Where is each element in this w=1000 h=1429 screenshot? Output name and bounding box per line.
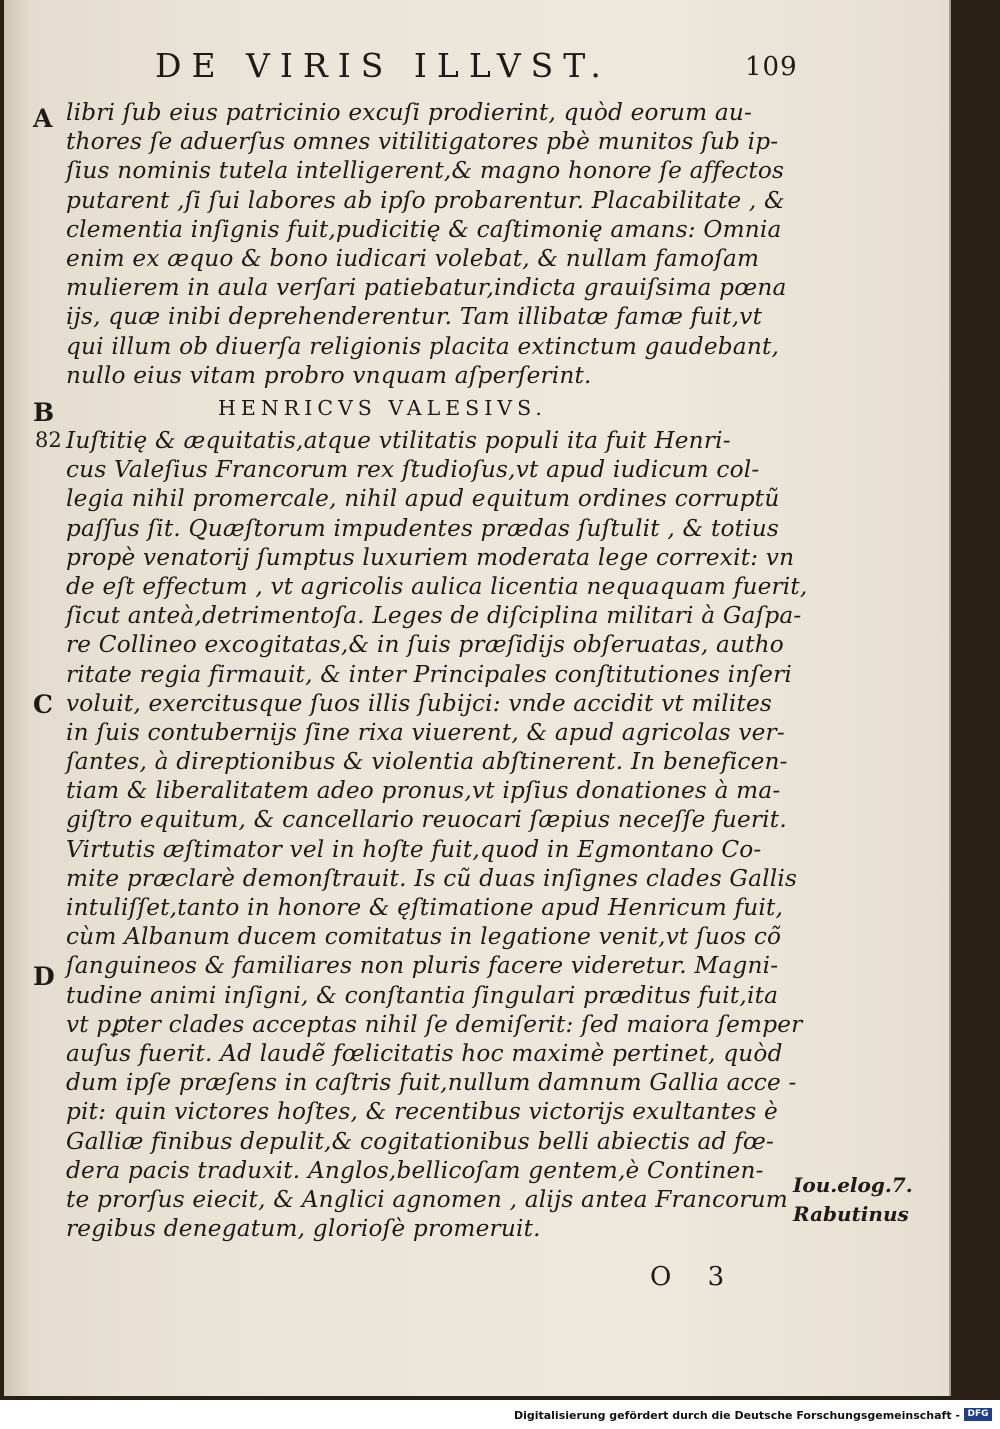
margin-letter-c: C: [33, 690, 53, 719]
text-line: qui illum ob diuerſa religionis placita extinctum gaudebant,: [66, 332, 780, 360]
signature-mark: O 3: [650, 1262, 739, 1292]
text-line: cus Valeſius Francorum rex ſtudioſus,vt apud iudicum col-: [66, 456, 760, 484]
text-line: Virtutis æſtimator vel in hoſte fuit,quod in Egmontano Co-: [66, 835, 762, 863]
text-line: ſicut anteà,detrimentoſa. Leges de diſciplina militari à Gaſpa-: [66, 602, 802, 630]
text-line: mulierem in aula verſari patiebatur,indicta grauiſsima pœna: [66, 274, 787, 302]
text-line: ſanguineos & familiares non pluris facere videretur. Magni-: [66, 952, 779, 980]
text-line: nullo eius vitam probro vnquam aſperſerint.: [66, 361, 592, 389]
text-line: libri ſub eius patricinio excuſi prodierint, quòd eorum au-: [66, 99, 753, 126]
text-line: intuliſſet,tanto in honore & ęſtimatione apud Henricum fuit,: [66, 894, 784, 921]
text-line: paſſus ſit. Quæſtorum impudentes prædas ſuſtulit , & totius: [66, 514, 779, 542]
text-line: legia nihil promercale, nihil apud equitum ordines corruptũ: [66, 485, 780, 513]
margin-letter-a: A: [33, 104, 53, 133]
text-line: pit: quin victores hoſtes, & recentibus victorijs exultantes è: [66, 1098, 778, 1126]
text-line: in ſuis contubernijs ſine rixa viuerent, & apud agricolas ver-: [66, 718, 785, 746]
text-line: giſtro equitum, & cancellario reuocari ſæpius neceſſe fuerit.: [66, 806, 787, 834]
marginal-note-citation: Iou.elog.7.: [793, 1173, 913, 1197]
section-heading: HENRICVS VALESIVS.: [218, 396, 547, 420]
funding-credit: Digitalisierung gefördert durch die Deutsche Forschungsgemeinschaft -: [513, 1409, 960, 1422]
text-line: Galliæ finibus depulit,& cogitationibus belli abiectis ad fœ-: [66, 1127, 775, 1155]
text-line: mite præclarè demonſtrauit. Is cũ duas inſignes clades Gallis: [66, 864, 798, 892]
text-line: re Collineo excogitatas,& in ſuis præſidijs obſeruatas, autho: [66, 631, 784, 659]
running-title: DE VIRIS ILLVST.: [155, 46, 611, 85]
text-line: putarent ,ſi ſui labores ab ipſo probarentur. Placabilitate , &: [66, 186, 785, 214]
page-header: [155, 46, 798, 96]
text-line: ſius nominis tutela intelligerent,& magno honore ſe affectos: [66, 157, 785, 185]
text-line: de eſt effectum , vt agricolis aulica licentia nequaquam fuerit,: [66, 572, 808, 600]
text-line: ritate regia firmauit, & inter Principales conſtitutiones inſeri: [66, 660, 793, 688]
text-line: dum ipſe præſens in caſtris fuit,nullum damnum Gallia acce -: [66, 1069, 797, 1097]
footer-bar: [0, 1400, 1000, 1429]
text-line: vt pꝑter clades acceptas nihil ſe demiſerit: ſed maiora ſemper: [66, 1010, 803, 1038]
text-block-2: [66, 426, 808, 1243]
text-line: clementia inſignis fuit,pudicitię & caſtimonię amans: Omnia: [66, 215, 782, 243]
text-line: thores ſe aduerſus omnes vitilitigatores pbè munitos ſub ip-: [66, 128, 779, 156]
margin-letter-b: B: [33, 398, 55, 427]
entry-number: 82: [35, 428, 62, 452]
margin-letter-d: D: [33, 962, 55, 991]
text-line: tiam & liberalitatem adeo pronus,vt ipſius donationes à ma-: [66, 777, 781, 805]
text-line: te prorſus eiecit, & Anglici agnomen , alijs antea Francorum: [66, 1185, 788, 1213]
text-line: cùm Albanum ducem comitatus in legatione venit,vt ſuos cõ: [66, 923, 782, 951]
text-line: tudine animi inſigni, & conſtantia ſingulari præditus fuit,ita: [66, 981, 779, 1009]
page-number: 109: [745, 52, 798, 82]
marginal-note-author: Rabutinus: [793, 1202, 909, 1226]
text-line: ſantes, à direptionibus & violentia abſtinerent. In beneficen-: [66, 748, 788, 776]
text-line: propè venatorij ſumptus luxuriem moderata lege correxit: vn: [66, 543, 795, 571]
text-line: auſus fuerit. Ad laudẽ fœlicitatis hoc maximè pertinet, quòd: [66, 1039, 783, 1067]
text-line: regibus denegatum, glorioſè promeruit.: [66, 1215, 541, 1243]
text-line: ijs, quæ inibi deprehenderentur. Tam illibatæ famæ fuit,vt: [66, 303, 763, 331]
text-line: enim ex æquo & bono iudicari volebat, & nullam famoſam: [66, 244, 760, 272]
text-block-1: [66, 98, 796, 390]
text-line: voluit, exercitusque ſuos illis ſubijci: vnde accidit vt milites: [66, 689, 773, 717]
dfg-logo: DFG: [964, 1408, 992, 1421]
text-line: dera pacis traduxit. Anglos,bellicoſam gentem,è Continen-: [66, 1156, 764, 1184]
text-line: Iuſtitię & æquitatis,atque vtilitatis populi ita fuit Henri-: [66, 427, 731, 454]
